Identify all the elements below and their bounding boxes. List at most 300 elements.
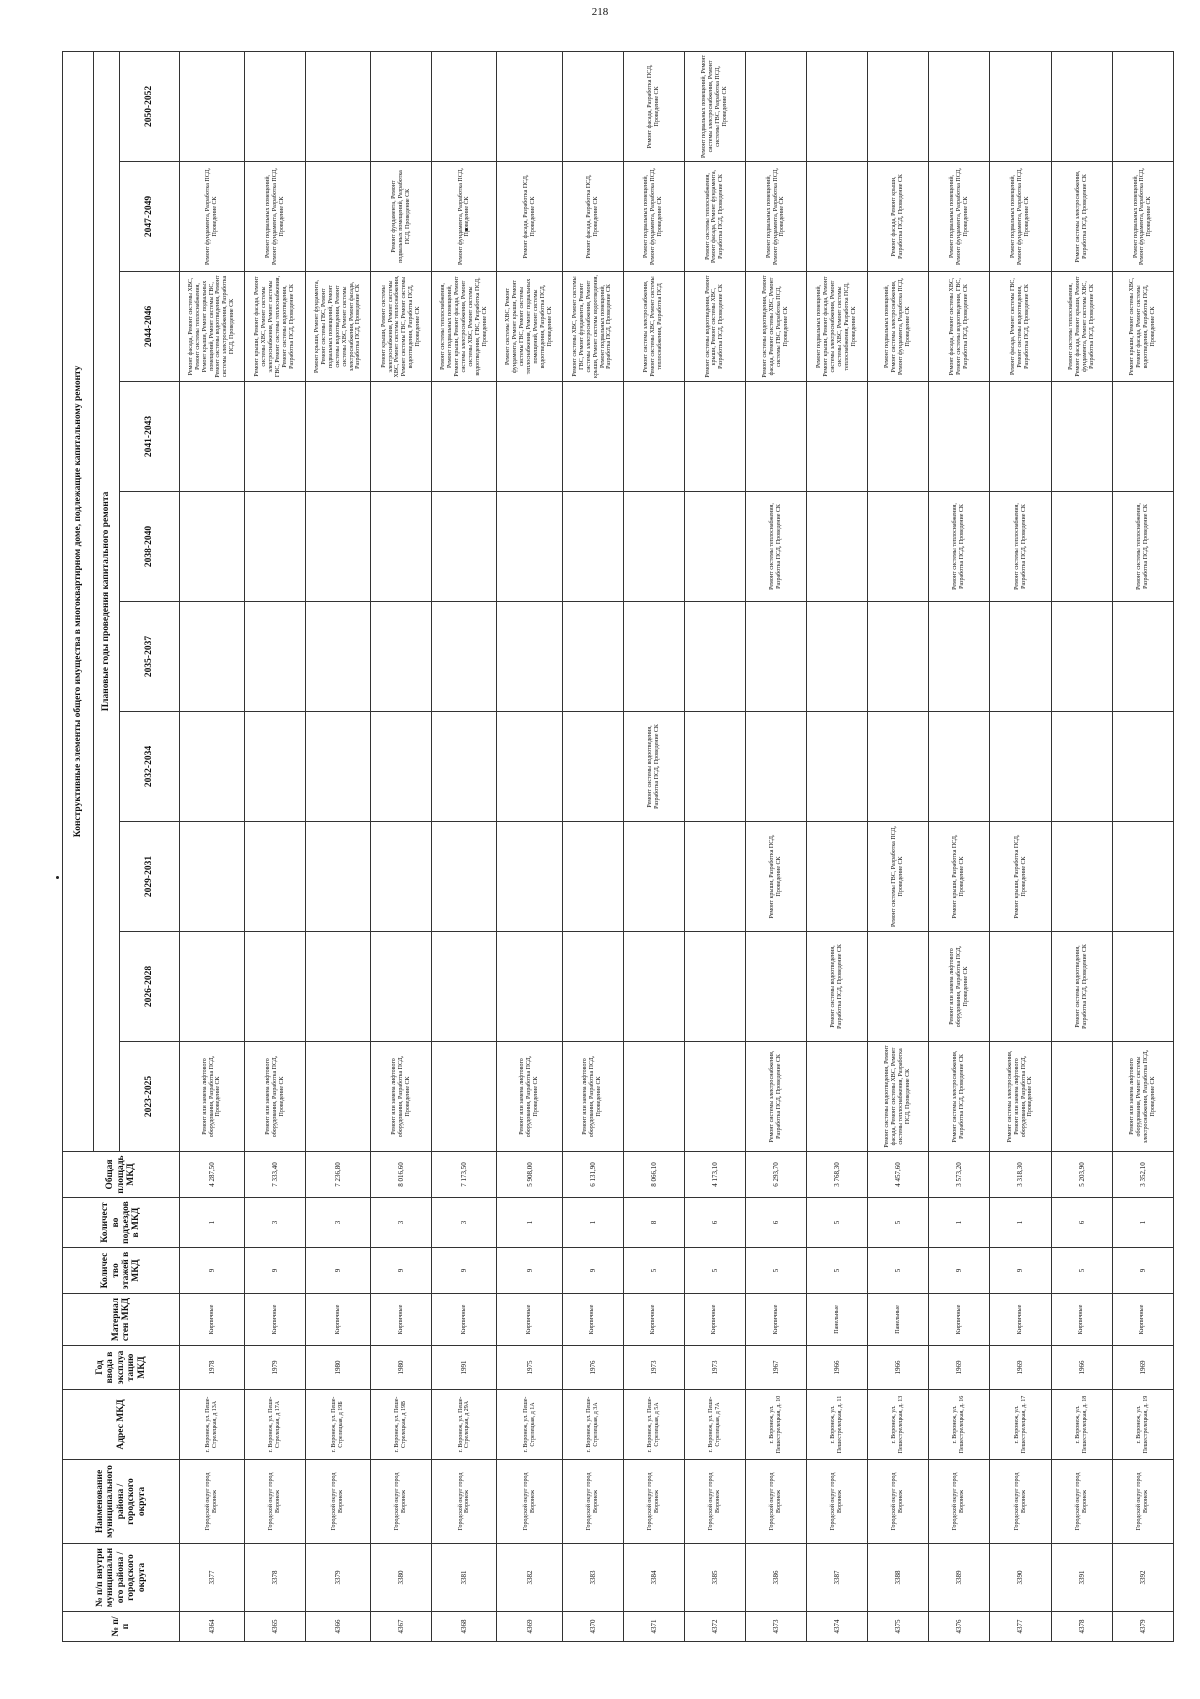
cell-year: 1969: [1112, 1346, 1173, 1390]
table-row: [684, 51, 745, 1641]
cell-works: [245, 712, 306, 822]
cell-works: [1112, 822, 1173, 932]
cell-works: Ремонт системы водоотведения, Ремонт крыши, Ремонт системы ХВС, Разработка ПСД, Проведение СК: [684, 272, 745, 382]
cell-floors: 9: [1112, 1248, 1173, 1294]
cell-works: [684, 602, 745, 712]
cell-works: [623, 932, 684, 1042]
cell-works: Ремонт системы теплоснабжения, Разработка ПСД, Проведение СК: [990, 492, 1051, 602]
cell-no: 4372: [684, 1612, 745, 1642]
header-no: № п/п: [63, 1612, 180, 1642]
cell-works: [497, 382, 562, 492]
cell-works: [929, 602, 990, 712]
cell-works: [371, 712, 432, 822]
cell-works: [562, 712, 623, 822]
cell-works: [371, 492, 432, 602]
cell-floors: 9: [371, 1248, 432, 1294]
table-body: [180, 51, 1174, 1641]
cell-municipality: Городской округ город Воронеж: [929, 1460, 990, 1544]
cell-area: 4 457,60: [868, 1152, 929, 1198]
cell-works: Ремонт фасада, Разработка ПСД, Проведение СК: [623, 51, 684, 161]
cell-year: 1969: [990, 1346, 1051, 1390]
cell-works: [180, 51, 245, 161]
cell-municipality: Городской округ город Воронеж: [245, 1460, 306, 1544]
cell-no: 4374: [807, 1612, 868, 1642]
cell-address: г. Воронеж, ул. Пеше-Стрелецкая, д 17А: [245, 1390, 306, 1460]
table-row: [745, 51, 806, 1641]
cell-area: 6 293,70: [745, 1152, 806, 1198]
cell-works: [868, 602, 929, 712]
cell-works: [180, 382, 245, 492]
cell-works: Ремонт системы теплоснабжения, Ремонт подвальных помещений, Ремонт крыши, Ремонт фасада, Ремонт системы электроснабжения, Ремонт системы ХВС, Ремонт системы водоотведения, ГВС, Разработка ПСД, Проведение СК: [432, 272, 497, 382]
cell-floors: 5: [684, 1248, 745, 1294]
cell-works: Ремонт или замена лифтового оборудования, Разработка ПСД, Проведение СК: [497, 1042, 562, 1152]
cell-area: 5 203,90: [1051, 1152, 1112, 1198]
cell-works: [623, 602, 684, 712]
cell-year: 1966: [1051, 1346, 1112, 1390]
table-row: [497, 51, 562, 1641]
cell-works: [1051, 492, 1112, 602]
cell-works: Ремонт крыши, Разработка ПСД, Проведение СК: [990, 822, 1051, 932]
cell-entrances: 1: [1112, 1198, 1173, 1248]
cell-works: [562, 51, 623, 161]
cell-works: [432, 492, 497, 602]
cell-no: 4378: [1051, 1612, 1112, 1642]
cell-works: [180, 492, 245, 602]
cell-works: Ремонт фасада, Ремонт крыши, Разработка ПСД, Проведение СК: [868, 162, 929, 272]
cell-works: [868, 712, 929, 822]
cell-works: [562, 932, 623, 1042]
cell-municipality: Городской округ город Воронеж: [180, 1460, 245, 1544]
header-period: 2044-2046: [119, 272, 179, 382]
page-number: 218: [591, 6, 609, 18]
cell-address: г. Воронеж, ул. Пеше-Стрелецкая, д 19Б: [306, 1390, 371, 1460]
cell-local-no: 3381: [432, 1544, 497, 1612]
header-group-title: Конструктивные элементы общего имущества в многоквартирном доме, подлежащие капитальному ремонту: [63, 51, 94, 1151]
cell-works: [245, 602, 306, 712]
cell-municipality: Городской округ город Воронеж: [562, 1460, 623, 1544]
cell-year: 1967: [745, 1346, 806, 1390]
cell-works: Ремонт или замена лифтового оборудования, Разработка ПСД, Проведение СК: [562, 1042, 623, 1152]
cell-local-no: 3391: [1051, 1544, 1112, 1612]
cell-local-no: 3390: [990, 1544, 1051, 1612]
cell-entrances: 8: [623, 1198, 684, 1248]
cell-works: [807, 602, 868, 712]
cell-works: Ремонт крыши, Ремонт системы ХВС, Ремонт фасада, Ремонт системы водоотведения, Разработка ПСД, Проведение СК: [1112, 272, 1173, 382]
cell-works: [990, 932, 1051, 1042]
cell-area: 3 318,30: [990, 1152, 1051, 1198]
cell-no: 4367: [371, 1612, 432, 1642]
cell-works: [868, 492, 929, 602]
cell-material: Кирпичные: [990, 1294, 1051, 1346]
cell-material: Панельные: [807, 1294, 868, 1346]
cell-works: Ремонт крыши, Ремонт фасада, Ремонт системы ХВС, Ремонт системы электроснабжения, Ремонт системы ГВС, Ремонт системы теплоснабжения, Ремонт системы водоотведения, Разработка ПСД, Проведение СК: [245, 272, 306, 382]
cell-material: Кирпичные: [684, 1294, 745, 1346]
cell-floors: 5: [807, 1248, 868, 1294]
cell-works: [245, 382, 306, 492]
cell-works: [497, 602, 562, 712]
cell-local-no: 3385: [684, 1544, 745, 1612]
cell-works: [807, 492, 868, 602]
cell-works: Ремонт подвальных помещений, Ремонт фундамента, Разработка ПСД, Проведение СК: [1112, 162, 1173, 272]
cell-works: [306, 1042, 371, 1152]
cell-area: 5 908,00: [497, 1152, 562, 1198]
cell-works: Ремонт фасада, Ремонт системы ХВС, Ремонт системы теплоснабжения, Ремонт крыши, Ремонт подвальных помещений, Ремонт системы ГВС, Ремонт системы водоотведения, Ремонт системы электроснабжения, Разработка ПСД, Проведение СК: [180, 272, 245, 382]
cell-local-no: 3392: [1112, 1544, 1173, 1612]
cell-area: 3 352,10: [1112, 1152, 1173, 1198]
cell-works: [990, 712, 1051, 822]
cell-local-no: 3382: [497, 1544, 562, 1612]
cell-works: [623, 492, 684, 602]
cell-works: [371, 382, 432, 492]
cell-municipality: Городской округ город Воронеж: [868, 1460, 929, 1544]
cell-works: [1112, 51, 1173, 161]
cell-floors: 9: [990, 1248, 1051, 1294]
rotated-table-wrapper: [62, 52, 1156, 1642]
cell-entrances: 6: [745, 1198, 806, 1248]
cell-works: Ремонт системы водоотведения, Ремонт фасада, Ремонт системы ХВС, Ремонт системы ГВС, Разработка ПСД, Проведение СК: [745, 272, 806, 382]
cell-entrances: 6: [1051, 1198, 1112, 1248]
cell-entrances: 1: [562, 1198, 623, 1248]
table-row: [623, 51, 684, 1641]
table-row: [1051, 51, 1112, 1641]
header-period: 2038-2040: [119, 492, 179, 602]
cell-works: [432, 382, 497, 492]
scan-speck: [56, 876, 59, 879]
header-area: Общая площадь МКД: [63, 1152, 180, 1198]
cell-area: 6 131,90: [562, 1152, 623, 1198]
cell-works: Ремонт системы электроснабжения, Разработка ПСД, Проведение СК: [929, 1042, 990, 1152]
cell-works: [1112, 602, 1173, 712]
cell-works: Ремонт крыши, Разработка ПСД, Проведение СК: [929, 822, 990, 932]
cell-no: 4371: [623, 1612, 684, 1642]
cell-address: г. Воронеж, ул. Пешестрелецкая, д. 13: [868, 1390, 929, 1460]
cell-works: [180, 822, 245, 932]
cell-works: [929, 51, 990, 161]
cell-works: Ремонт системы ХВС, Ремонт системы ГВС, Ремонт фундамента, Ремонт системы электроснабжения, Ремонт крыши, Ремонт системы водоотведения, Ремонт подвальных помещений, Разработка ПСД, Проведение СК: [562, 272, 623, 382]
cell-municipality: Городской округ город Воронеж: [306, 1460, 371, 1544]
cell-works: [371, 602, 432, 712]
cell-works: [868, 51, 929, 161]
cell-works: [807, 51, 868, 161]
cell-works: [929, 382, 990, 492]
cell-works: Ремонт системы водоотведения, Разработка ПСД, Проведение СК: [623, 712, 684, 822]
cell-floors: 5: [745, 1248, 806, 1294]
cell-works: [684, 1042, 745, 1152]
cell-works: Ремонт системы электроснабжения, Разработка ПСД, Проведение СК: [1051, 162, 1112, 272]
header-material: Материал стен МКД: [63, 1294, 180, 1346]
cell-year: 1969: [929, 1346, 990, 1390]
cell-works: Ремонт фасада, Разработка ПСД, Проведение СК: [562, 162, 623, 272]
cell-entrances: 3: [245, 1198, 306, 1248]
header-subgroup-title: Плановые годы проведения капитального ремонта: [93, 51, 119, 1151]
cell-year: 1973: [684, 1346, 745, 1390]
cell-material: Кирпичные: [562, 1294, 623, 1346]
cell-address: г. Воронеж, ул. Пеше-Стрелецкая, д 7А: [684, 1390, 745, 1460]
cell-works: Ремонт системы теплоснабжения, Разработка ПСД, Проведение СК: [745, 492, 806, 602]
header-period: 2047-2049: [119, 162, 179, 272]
cell-works: Ремонт или замена лифтового оборудования, Разработка ПСД, Проведение СК: [245, 1042, 306, 1152]
cell-works: [1051, 822, 1112, 932]
cell-works: Ремонт фундамента, Разработка ПСД, Проведение СК: [180, 162, 245, 272]
cell-works: [1051, 1042, 1112, 1152]
cell-year: 1980: [306, 1346, 371, 1390]
cell-municipality: Городской округ город Воронеж: [745, 1460, 806, 1544]
cell-area: 7 236,80: [306, 1152, 371, 1198]
cell-works: [807, 712, 868, 822]
cell-works: [807, 162, 868, 272]
cell-floors: 9: [432, 1248, 497, 1294]
cell-works: Ремонт системы электроснабжения, Разработка ПСД, Проведение СК: [745, 1042, 806, 1152]
cell-year: 1979: [245, 1346, 306, 1390]
header-year: Год ввода в эксплуатацию МКД: [63, 1346, 180, 1390]
cell-works: Ремонт или замена лифтового оборудования, Разработка ПСД, Проведение СК: [180, 1042, 245, 1152]
cell-floors: 5: [1051, 1248, 1112, 1294]
cell-works: [929, 712, 990, 822]
cell-municipality: Городской округ город Воронеж: [684, 1460, 745, 1544]
header-period: 2050-2052: [119, 51, 179, 161]
cell-works: [684, 492, 745, 602]
cell-local-no: 3383: [562, 1544, 623, 1612]
cell-works: Ремонт системы водоотведения, Ремонт фасада, Ремонт системы ХВС, Ремонт системы теплоснабжения, Разработка ПСД, Проведение СК: [868, 1042, 929, 1152]
table-row: [807, 51, 868, 1641]
cell-works: [245, 932, 306, 1042]
cell-works: Ремонт подвальных помещений, Ремонт фундамента, Разработка ПСД, Проведение СК: [929, 162, 990, 272]
cell-year: 1966: [868, 1346, 929, 1390]
cell-works: Ремонт подвальных помещений, Ремонт фундамента, Разработка ПСД, Проведение СК: [245, 162, 306, 272]
cell-works: [1051, 602, 1112, 712]
header-period: 2029-2031: [119, 822, 179, 932]
cell-area: 4 287,50: [180, 1152, 245, 1198]
cell-works: [623, 822, 684, 932]
cell-municipality: Городской округ город Воронеж: [807, 1460, 868, 1544]
cell-no: 4377: [990, 1612, 1051, 1642]
cell-works: [745, 712, 806, 822]
cell-works: Ремонт системы ХВС, Ремонт фундамента, Ремонт крыши, Ремонт системы ГВС, Ремонт системы теплоснабжения, Ремонт подвальных помещений, Ремонт системы водоотведения, Разработка ПСД, Проведение СК: [497, 272, 562, 382]
cell-area: 3 573,20: [929, 1152, 990, 1198]
cell-year: 1991: [432, 1346, 497, 1390]
header-period: 2026-2028: [119, 932, 179, 1042]
cell-works: Ремонт подвальных помещений, Ремонт системы электроснабжения, Ремонт системы ГВС, Разработка ПСД, Проведение СК: [684, 51, 745, 161]
cell-entrances: 3: [371, 1198, 432, 1248]
cell-entrances: 1: [990, 1198, 1051, 1248]
cell-works: [990, 382, 1051, 492]
table-row: [868, 51, 929, 1641]
cell-no: 4379: [1112, 1612, 1173, 1642]
table-row: [371, 51, 432, 1641]
cell-works: [562, 602, 623, 712]
cell-area: 4 173,10: [684, 1152, 745, 1198]
cell-works: [1112, 932, 1173, 1042]
cell-works: [745, 932, 806, 1042]
cell-works: Ремонт фундамента, Ремонт подвальных помещений, Разработка ПСД, Проведение СК: [371, 162, 432, 272]
cell-address: г. Воронеж, ул. Пеше-Стрелецкая, д 5А: [623, 1390, 684, 1460]
cell-year: 1978: [180, 1346, 245, 1390]
cell-works: [990, 602, 1051, 712]
header-entrances: Количество подъездов в МКД: [63, 1198, 180, 1248]
cell-address: г. Воронеж, ул. Пешестрелецкая, д. 18: [1051, 1390, 1112, 1460]
cell-entrances: 1: [497, 1198, 562, 1248]
cell-local-no: 3389: [929, 1544, 990, 1612]
header-municipality: Наименование муниципального района / городского округа: [63, 1460, 180, 1544]
header-floors: Количество этажей в МКД: [63, 1248, 180, 1294]
cell-municipality: Городской округ город Воронеж: [497, 1460, 562, 1544]
cell-works: [245, 822, 306, 932]
cell-local-no: 3378: [245, 1544, 306, 1612]
cell-works: [497, 51, 562, 161]
cell-material: Кирпичные: [745, 1294, 806, 1346]
cell-floors: 9: [245, 1248, 306, 1294]
cell-no: 4376: [929, 1612, 990, 1642]
cell-works: [306, 932, 371, 1042]
cell-works: Ремонт системы электроснабжения, Ремонт или замена лифтового оборудования, Разработка ПСД, Проведение СК: [990, 1042, 1051, 1152]
cell-works: [868, 382, 929, 492]
cell-no: 4369: [497, 1612, 562, 1642]
cell-year: 1975: [497, 1346, 562, 1390]
cell-entrances: 1: [929, 1198, 990, 1248]
capital-repair-table: [62, 51, 1174, 1642]
cell-works: [1112, 712, 1173, 822]
cell-works: [745, 51, 806, 161]
cell-works: Ремонт или замена лифтового оборудования, Разработка ПСД, Проведение СК: [929, 932, 990, 1042]
cell-works: [180, 712, 245, 822]
cell-works: [306, 602, 371, 712]
table-row: [180, 51, 245, 1641]
header-local-no: № п/п внутри муниципального района / городского округа: [63, 1544, 180, 1612]
cell-municipality: Городской округ город Воронеж: [432, 1460, 497, 1544]
cell-municipality: Городской округ город Воронеж: [990, 1460, 1051, 1544]
cell-works: [623, 1042, 684, 1152]
cell-year: 1973: [623, 1346, 684, 1390]
cell-works: [684, 822, 745, 932]
cell-works: [807, 822, 868, 932]
cell-works: Ремонт подвальных помещений, Ремонт фундамента, Разработка ПСД, Проведение СК: [623, 162, 684, 272]
cell-address: г. Воронеж, ул. Пешестрелецкая, д. 10: [745, 1390, 806, 1460]
header-period: 2032-2034: [119, 712, 179, 822]
cell-year: 1976: [562, 1346, 623, 1390]
cell-no: 4375: [868, 1612, 929, 1642]
cell-no: 4364: [180, 1612, 245, 1642]
cell-municipality: Городской округ город Воронеж: [1051, 1460, 1112, 1544]
cell-material: Кирпичные: [432, 1294, 497, 1346]
cell-material: Кирпичные: [245, 1294, 306, 1346]
cell-works: Ремонт фасада, Ремонт системы ХВС, Ремонт системы водоотведения, ГВС, Разработка ПСД, Проведение СК: [929, 272, 990, 382]
cell-address: г. Воронеж, ул. Пеше-Стрелецкая, д 19В: [371, 1390, 432, 1460]
header-period: 2035-2037: [119, 602, 179, 712]
cell-floors: 5: [623, 1248, 684, 1294]
cell-works: [432, 822, 497, 932]
cell-municipality: Городской округ город Воронеж: [1112, 1460, 1173, 1544]
cell-address: г. Воронеж, ул. Пеше-Стрелецкая, д 1А: [497, 1390, 562, 1460]
cell-works: [306, 492, 371, 602]
cell-address: г. Воронеж, ул. Пеше-Стрелецкая, д 3А: [562, 1390, 623, 1460]
cell-works: [180, 932, 245, 1042]
cell-works: [306, 162, 371, 272]
cell-no: 4365: [245, 1612, 306, 1642]
cell-entrances: 5: [868, 1198, 929, 1248]
cell-material: Кирпичные: [306, 1294, 371, 1346]
table-row: [245, 51, 306, 1641]
cell-material: Кирпичные: [371, 1294, 432, 1346]
cell-address: г. Воронеж, ул. Пеше-Стрелецкая, д 29А: [432, 1390, 497, 1460]
cell-material: Кирпичные: [180, 1294, 245, 1346]
cell-entrances: 3: [306, 1198, 371, 1248]
cell-works: Ремонт системы теплоснабжения, Ремонт фасада, Ремонт крыши, Ремонт фундамента, Ремонт системы ХВС, Разработка ПСД, Проведение СК: [1051, 272, 1112, 382]
cell-works: Ремонт подвальных помещений, Ремонт фундамента, Разработка ПСД, Проведение СК: [745, 162, 806, 272]
cell-works: [497, 822, 562, 932]
cell-material: Кирпичные: [929, 1294, 990, 1346]
cell-local-no: 3384: [623, 1544, 684, 1612]
header-period: 2041-2043: [119, 382, 179, 492]
cell-works: [432, 712, 497, 822]
cell-works: [371, 51, 432, 161]
cell-floors: 5: [868, 1248, 929, 1294]
cell-works: [1051, 51, 1112, 161]
cell-address: г. Воронеж, ул. Пешестрелецкая, д. 16: [929, 1390, 990, 1460]
cell-works: [432, 602, 497, 712]
table-row: [1112, 51, 1173, 1641]
cell-address: г. Воронеж, ул. Пешестрелецкая, д. 11: [807, 1390, 868, 1460]
cell-works: Ремонт системы электроснабжения, Ремонт системы ХВС, Ремонт системы теплоснабжения, Разработка ПСД: [623, 272, 684, 382]
cell-works: [432, 51, 497, 161]
cell-works: [306, 712, 371, 822]
cell-works: [180, 602, 245, 712]
cell-no: 4368: [432, 1612, 497, 1642]
cell-works: [807, 1042, 868, 1152]
cell-works: Ремонт крыши, Ремонт системы электроснабжения, Ремонт системы ХВС, Ремонт системы теплоснабжения, Ремонт системы ГВС, Ремонт системы водоотведения, Разработка ПСД, Проведение СК: [371, 272, 432, 382]
cell-works: [684, 382, 745, 492]
cell-works: Ремонт системы водоотведения, Разработка ПСД, Проведение СК: [1051, 932, 1112, 1042]
cell-works: Ремонт или замена лифтового оборудования, Разработка ПСД, Проведение СК: [371, 1042, 432, 1152]
cell-area: 8 066,10: [623, 1152, 684, 1198]
cell-entrances: 5: [807, 1198, 868, 1248]
cell-works: [306, 822, 371, 932]
cell-works: [868, 932, 929, 1042]
cell-material: Кирпичные: [1051, 1294, 1112, 1346]
cell-material: Кирпичные: [623, 1294, 684, 1346]
cell-no: 4366: [306, 1612, 371, 1642]
table-row: [990, 51, 1051, 1641]
cell-works: [745, 382, 806, 492]
cell-works: [623, 382, 684, 492]
cell-local-no: 3379: [306, 1544, 371, 1612]
cell-works: [684, 932, 745, 1042]
cell-floors: 9: [306, 1248, 371, 1294]
table-row: [306, 51, 371, 1641]
cell-no: 4370: [562, 1612, 623, 1642]
cell-works: [371, 932, 432, 1042]
cell-works: Ремонт подвальных помещений, Ремонт фундамента, Разработка ПСД, Проведение СК: [990, 162, 1051, 272]
cell-local-no: 3377: [180, 1544, 245, 1612]
table-row: [432, 51, 497, 1641]
cell-floors: 9: [562, 1248, 623, 1294]
table-row: [929, 51, 990, 1641]
cell-works: Ремонт системы теплоснабжения, Разработка ПСД, Проведение СК: [1112, 492, 1173, 602]
cell-works: [497, 492, 562, 602]
cell-year: 1966: [807, 1346, 868, 1390]
cell-area: 7 173,50: [432, 1152, 497, 1198]
cell-works: [371, 822, 432, 932]
cell-works: Ремонт системы теплоснабжения, Разработка ПСД, Проведение СК: [929, 492, 990, 602]
cell-entrances: 6: [684, 1198, 745, 1248]
cell-no: 4373: [745, 1612, 806, 1642]
cell-works: Ремонт фасада, Ремонт системы ГВС, Ремонт системы водоотведения, Разработка ПСД, Проведение СК: [990, 272, 1051, 382]
cell-works: Ремонт крыши, Разработка ПСД, Проведение СК: [745, 822, 806, 932]
cell-local-no: 3388: [868, 1544, 929, 1612]
table-row: [562, 51, 623, 1641]
cell-works: [1051, 712, 1112, 822]
cell-works: Ремонт крыши, Ремонт фундамента, Ремонт системы ГВС, Ремонт подвальных помещений, Ремонт системы водоотведения, Ремонт системы ХВС, Ремонт системы электроснабжения, Ремонт фасада, Разработка ПСД, Проведение СК: [306, 272, 371, 382]
cell-works: [497, 712, 562, 822]
